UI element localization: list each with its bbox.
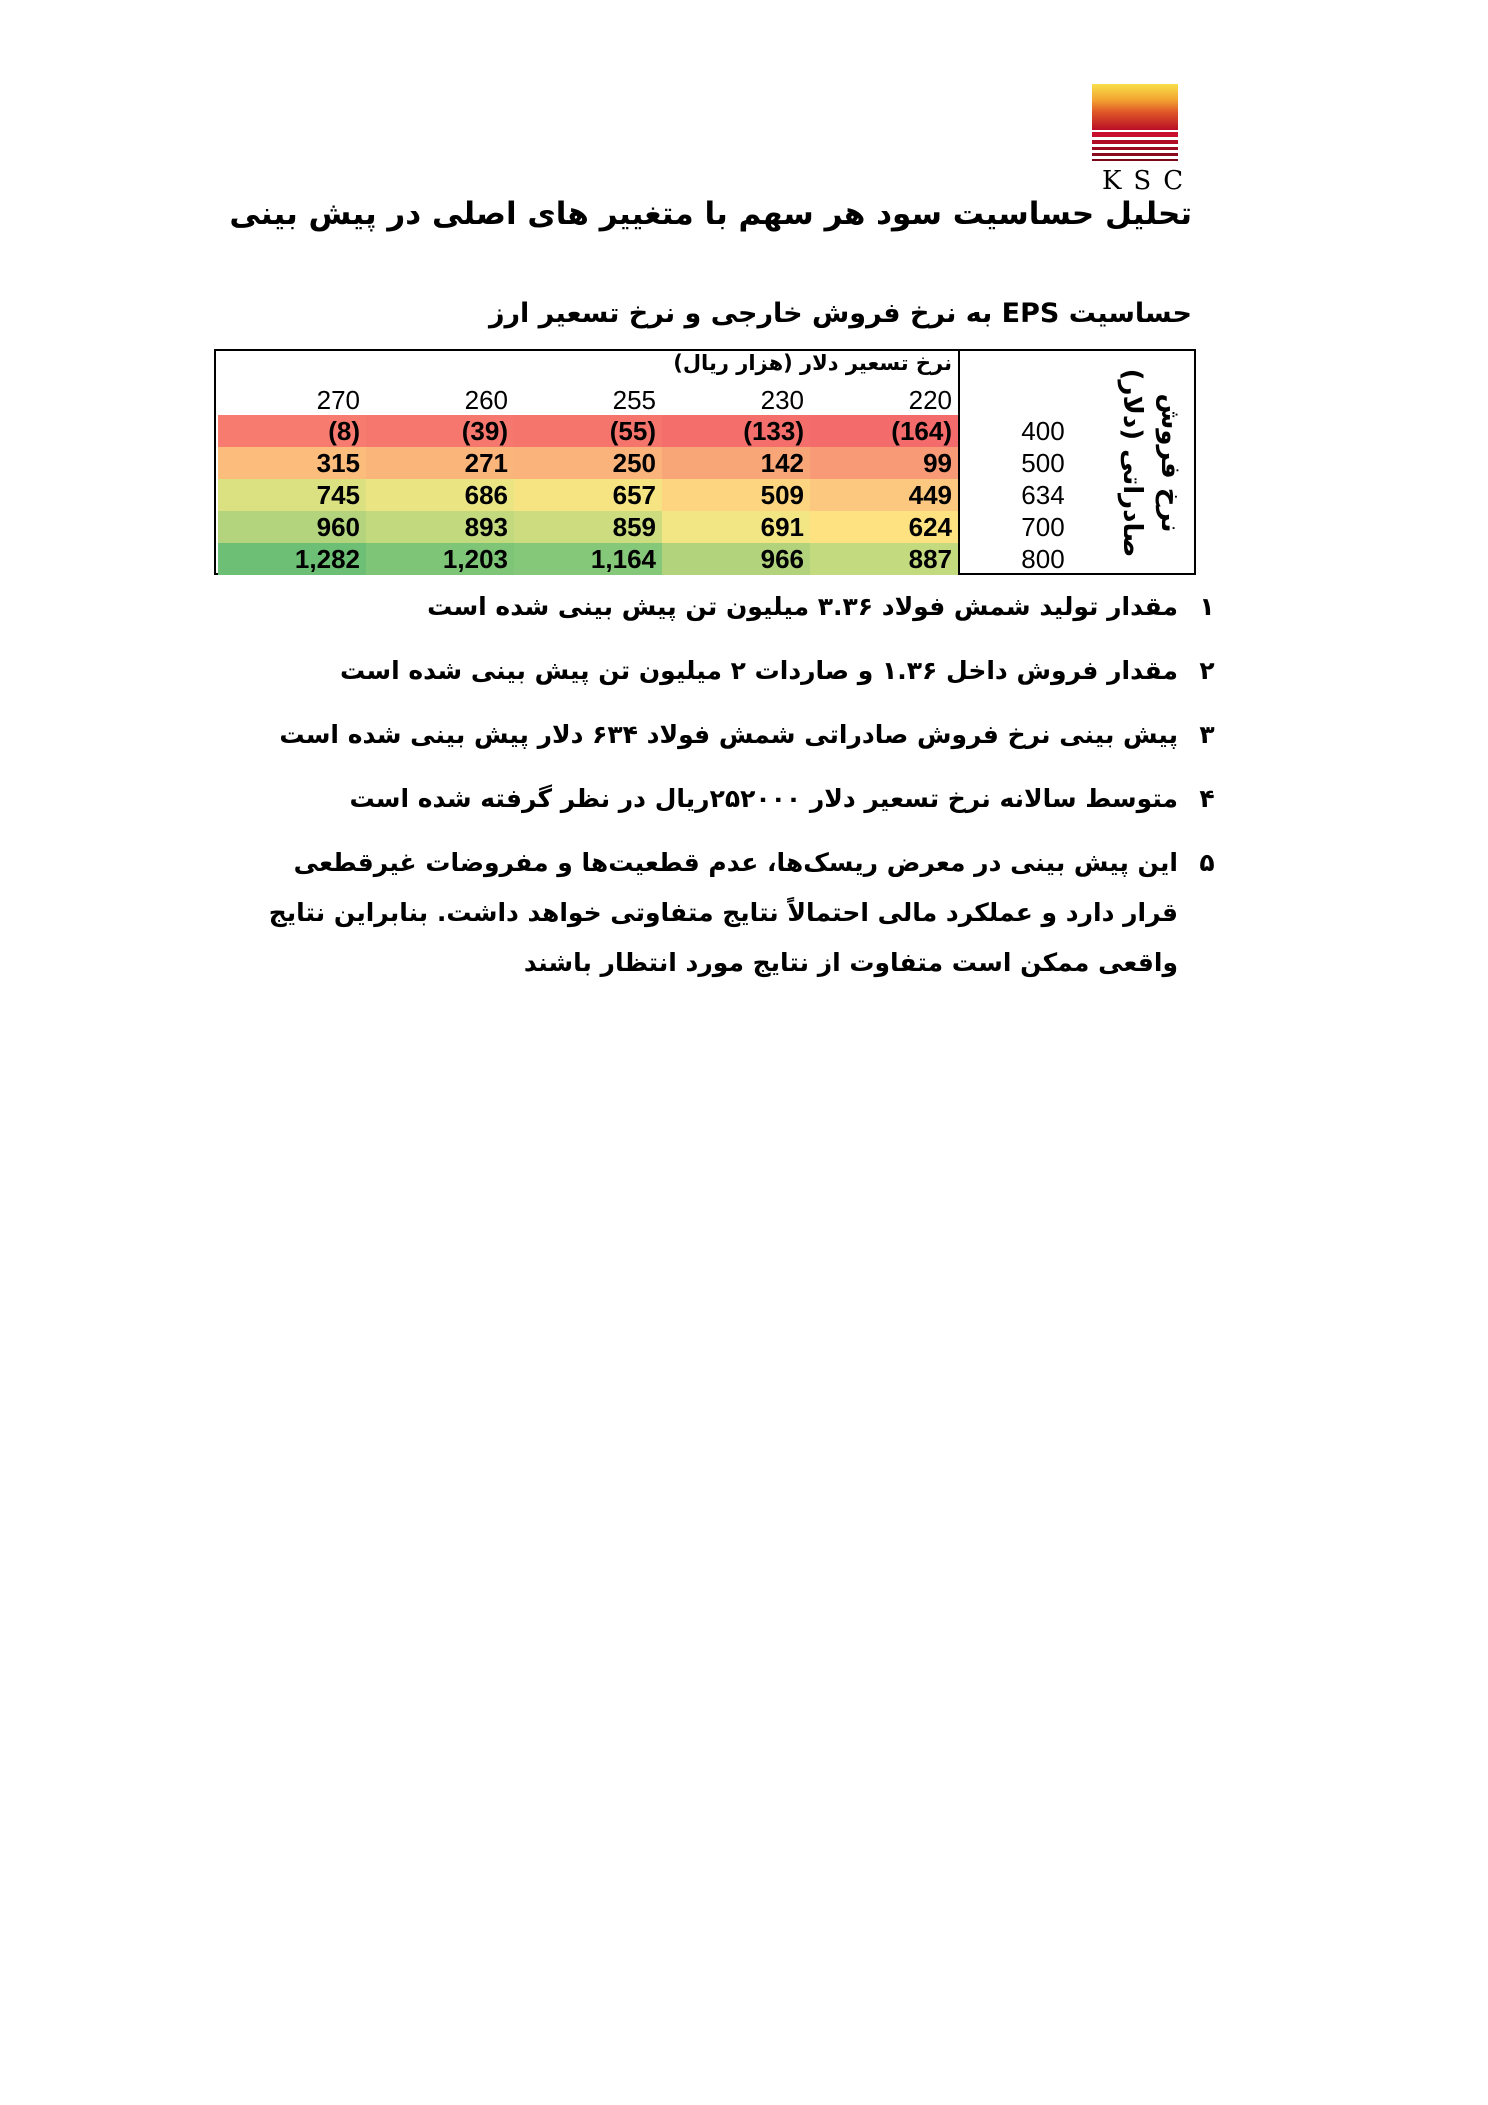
row-axis-title-line1: نرخ فروش	[1155, 393, 1185, 533]
note-text: مقدار تولید شمش فولاد ۳.۳۶ میلیون تن پیش بینی شده است	[427, 592, 1178, 621]
row-header: 800	[1021, 544, 1065, 574]
note-text: این پیش بینی در معرض ریسک‌ها، عدم قطعیت‌ها و مفروضات غیرقطعی قرار دارد و عملکرد مالی احتمالاً نتایج متفاوتی خواهد داشت. بنابراین نتایج واقعی ممکن است متفاوت از نتایج مورد انتظار باشند	[268, 848, 1178, 977]
table-grid	[216, 351, 960, 573]
logo-graphic	[1092, 84, 1178, 164]
sensitivity-table	[214, 349, 1196, 575]
row-axis-title-line2: صادراتی (دلار)	[1117, 368, 1147, 558]
table-cell: 657	[514, 479, 662, 511]
table-cell: 960	[218, 511, 366, 543]
table-cell: (164)	[810, 415, 958, 447]
table-cell: 624	[810, 511, 958, 543]
note-text: متوسط سالانه نرخ تسعیر دلار ۲۵۲۰۰۰ریال در نظر گرفته شده است	[349, 784, 1178, 813]
table-cell: 315	[218, 447, 366, 479]
note-number: ۳	[1199, 720, 1215, 749]
column-header: 220	[908, 385, 952, 415]
table-cell: 859	[514, 511, 662, 543]
note-number: ۵	[1199, 848, 1215, 877]
table-cell: 1,164	[514, 543, 662, 575]
row-header: 700	[1021, 512, 1065, 542]
note-number: ۲	[1199, 656, 1215, 685]
table-cell: 1,203	[366, 543, 514, 575]
table-cell: 745	[218, 479, 366, 511]
page-title: تحلیل حساسیت سود هر سهم با متغییر های اصلی در پیش بینی	[229, 196, 1192, 232]
table-cell: (133)	[662, 415, 810, 447]
table-cell: 887	[810, 543, 958, 575]
logo-text: KSC	[1102, 166, 1196, 196]
column-header: 270	[316, 385, 360, 415]
column-axis-title: نرخ تسعیر دلار (هزار ریال)	[673, 351, 952, 375]
table-cell: (39)	[366, 415, 514, 447]
table-cell: 250	[514, 447, 662, 479]
note-number: ۴	[1199, 784, 1215, 813]
table-cell: 686	[366, 479, 514, 511]
column-header: 230	[760, 385, 804, 415]
row-header: 400	[1021, 416, 1065, 446]
row-header: 500	[1021, 448, 1065, 478]
table-cell: 691	[662, 511, 810, 543]
table-cell: 271	[366, 447, 514, 479]
table-cell: 893	[366, 511, 514, 543]
table-title: حساسیت EPS به نرخ فروش خارجی و نرخ تسعیر ارز	[488, 298, 1192, 329]
table-cell: 99	[810, 447, 958, 479]
company-logo	[1092, 84, 1196, 196]
row-header: 634	[1021, 480, 1065, 510]
note-number: ۱	[1199, 592, 1215, 621]
row-axis-title	[1108, 361, 1194, 565]
table-cell: 966	[662, 543, 810, 575]
table-cell: (8)	[218, 415, 366, 447]
table-cell: 509	[662, 479, 810, 511]
note-text: پیش بینی نرخ فروش صادراتی شمش فولاد ۶۳۴ دلار پیش بینی شده است	[279, 720, 1178, 749]
note-text: مقدار فروش داخل ۱.۳۶ و صاردات ۲ میلیون تن پیش بینی شده است	[340, 656, 1178, 685]
table-cell: 1,282	[218, 543, 366, 575]
column-header: 255	[612, 385, 656, 415]
table-cell: (55)	[514, 415, 662, 447]
column-header: 260	[464, 385, 508, 415]
table-cell: 142	[662, 447, 810, 479]
table-cell: 449	[810, 479, 958, 511]
